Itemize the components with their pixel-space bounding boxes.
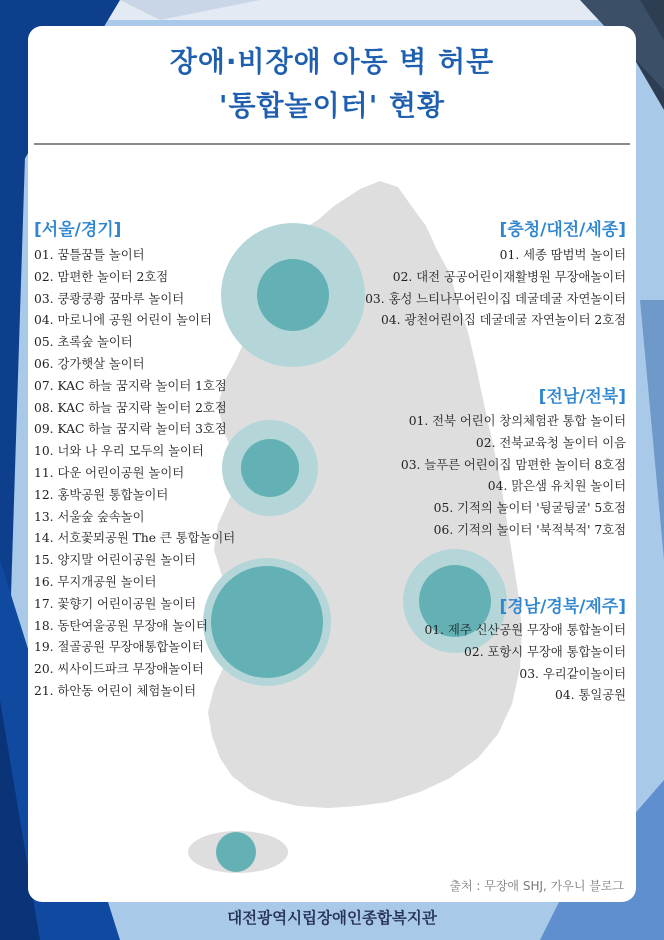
list-item: 15. 양지말 어린이공원 놀이터 xyxy=(34,553,196,568)
region-title-seoul-gyeonggi: [서울/경기] xyxy=(34,220,122,240)
list-item: 16. 무지개공원 놀이터 xyxy=(34,574,157,589)
location-circle-jeju xyxy=(216,832,256,872)
list-item: 04. 마로니에 공원 어린이 놀이터 xyxy=(34,313,212,328)
list-item: 11. 다운 어린이공원 놀이터 xyxy=(34,465,185,480)
list-item: 10. 너와 나 우리 모두의 놀이터 xyxy=(34,444,204,459)
list-item: 02. 전북교육청 놀이터 이음 xyxy=(475,435,626,450)
list-item: 03. 우리같이놀이터 xyxy=(519,666,626,681)
list-gyeongsang-jeju xyxy=(425,620,627,707)
list-item: 08. KAC 하늘 꿈지락 놀이터 2호점 xyxy=(34,400,227,415)
list-chungcheong xyxy=(365,245,626,332)
list-item: 01. 제주 신산공원 무장애 통합놀이터 xyxy=(424,623,626,637)
list-item: 12. 홍박공원 통합놀이터 xyxy=(34,487,169,502)
list-seoul-gyeonggi xyxy=(34,245,235,703)
list-item: 13. 서울숲 숲속놀이 xyxy=(34,509,145,524)
list-item: 09. KAC 하늘 꿈지락 놀이터 3호점 xyxy=(34,422,227,437)
list-item: 17. 꽃향기 어린이공원 놀이터 xyxy=(34,596,196,611)
list-item: 05. 기적의 놀이터 '뒹굴뒹굴' 5호점 xyxy=(433,501,626,516)
list-item: 14. 서호꽃뫼공원 The 큰 통합놀이터 xyxy=(34,531,236,546)
list-item: 03. 쿵쾅쿵쾅 꿈마루 놀이터 xyxy=(34,291,185,306)
footer-organization: 대전광역시립장애인종합복지관 xyxy=(227,909,437,927)
title-line-2: '통합놀이터' 현황 xyxy=(218,89,446,122)
list-item: 04. 맑은샘 유치원 놀이터 xyxy=(487,479,626,494)
source-credit: 출처 : 무장애 SHJ, 가우니 블로그 xyxy=(449,879,624,893)
list-item: 04. 통일공원 xyxy=(555,688,626,703)
list-item: 20. 씨사이드파크 무장애놀이터 xyxy=(34,662,204,677)
list-item: 06. 강가햇살 놀이터 xyxy=(34,356,145,371)
list-item: 19. 절골공원 무장애통합놀이터 xyxy=(34,640,204,655)
list-item: 02. 맘편한 놀이터 2호점 xyxy=(34,269,169,284)
list-item: 04. 광천어린이집 데굴데굴 자연놀이터 2호점 xyxy=(381,313,626,328)
list-item: 02. 대전 공공어린이재활병원 무장애놀이터 xyxy=(392,269,626,284)
list-item: 06. 기적의 놀이터 '북적북적' 7호점 xyxy=(433,522,626,537)
list-item: 05. 초록숲 놀이터 xyxy=(34,335,133,350)
list-item: 02. 포항시 무장애 통합놀이터 xyxy=(464,644,626,659)
list-item: 03. 홍성 느티나무어린이집 데굴데굴 자연놀이터 xyxy=(365,291,626,306)
region-title-jeolla: [전남/전북] xyxy=(538,387,626,407)
region-title-gyeongsang-jeju: [경남/경북/제주] xyxy=(499,597,626,617)
title-line-1: 장애·비장애 아동 벽 허문 xyxy=(169,45,495,78)
list-item: 03. 늘푸른 어린이집 맘편한 놀이터 8호점 xyxy=(400,457,626,472)
list-item: 01. 전북 어린이 창의체험관 통합 놀이터 xyxy=(408,414,626,428)
list-item: 18. 동탄여울공원 무장애 놀이터 xyxy=(34,618,208,633)
list-item: 01. 세종 땀범벅 놀이터 xyxy=(499,248,626,262)
list-item: 01. 꿈틀꿈틀 놀이터 xyxy=(34,248,145,262)
main-card xyxy=(28,26,636,902)
list-item: 07. KAC 하늘 꿈지락 놀이터 1호점 xyxy=(34,378,227,393)
list-jeolla xyxy=(401,411,626,542)
region-title-chungcheong: [충청/대전/세종] xyxy=(499,220,626,240)
list-item: 21. 하안동 어린이 체험놀이터 xyxy=(34,683,196,698)
